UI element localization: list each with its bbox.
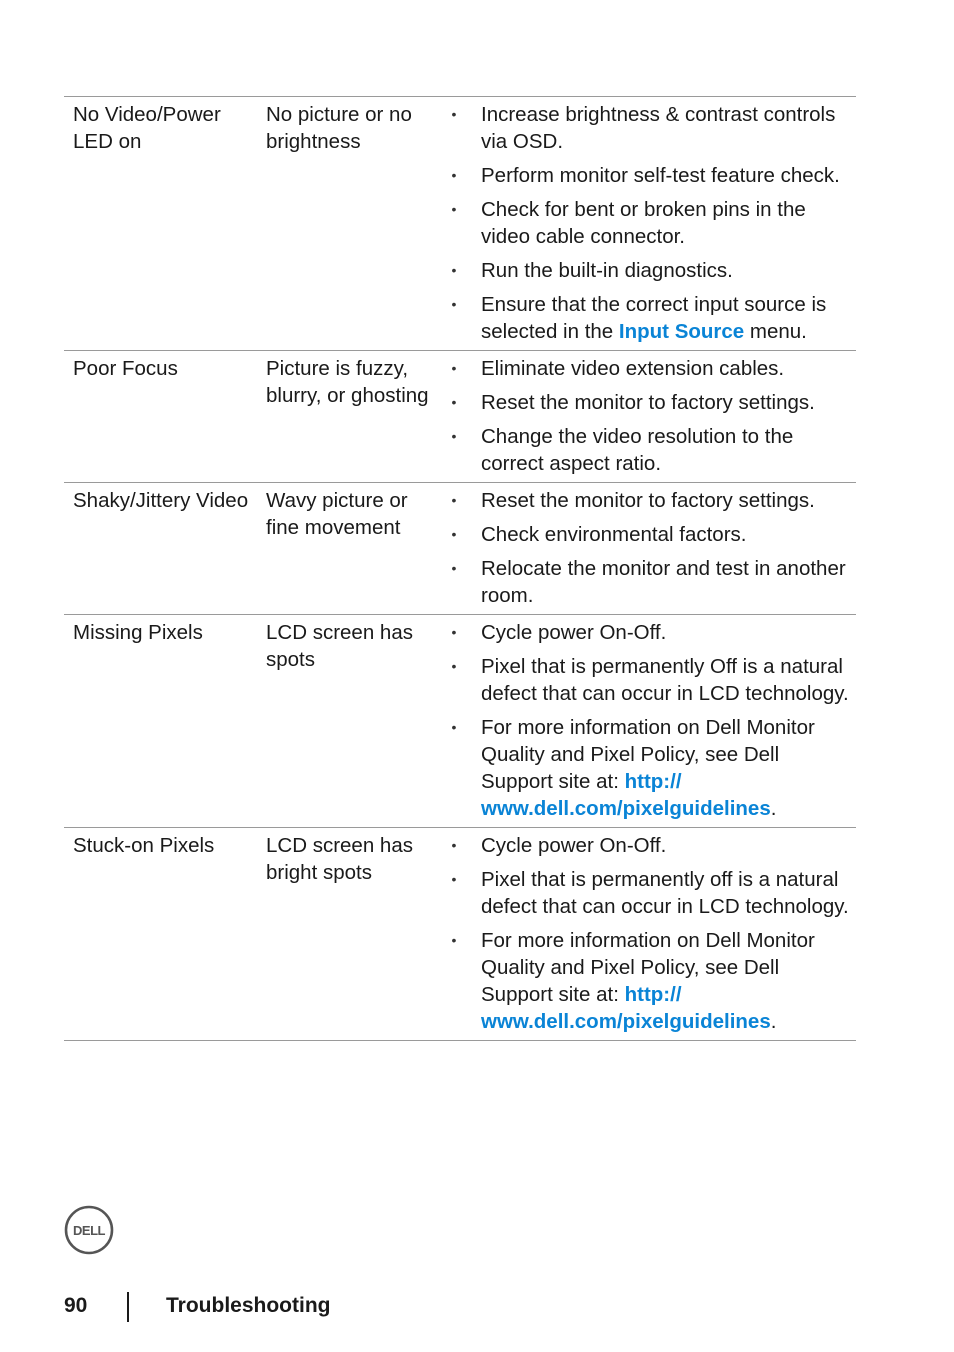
bullet-icon: •	[451, 932, 457, 948]
remedy-list	[451, 619, 852, 822]
remedy-text: Relocate the monitor and test in another room.	[481, 557, 846, 607]
remedy-item	[451, 257, 852, 284]
remedy-text: Ensure that the correct input source is selected in the	[481, 293, 827, 343]
bullet-icon: •	[451, 526, 457, 542]
remedy-text: Perform monitor self-test feature check.	[481, 164, 840, 187]
remedy-text: Change the video resolution to the correct aspect ratio.	[481, 425, 794, 475]
remedy-text: For more information on Dell Monitor Quality and Pixel Policy, see Dell Support site at:	[481, 929, 815, 1006]
remedy-item	[451, 389, 852, 416]
remedy-list	[451, 101, 852, 345]
table-row	[64, 615, 856, 828]
remedy-text: .	[770, 1010, 777, 1033]
remedies-cell	[451, 483, 856, 615]
remedy-item	[451, 487, 852, 514]
remedy-text: Pixel that is permanently off is a natural defect that can occur in LCD technology.	[481, 868, 849, 918]
remedy-text: Increase brightness & contrast controls via OSD.	[481, 103, 836, 153]
remedies-cell	[451, 351, 856, 483]
bullet-icon: •	[451, 428, 457, 444]
remedy-item	[451, 555, 852, 609]
bullet-icon: •	[451, 394, 457, 410]
remedy-item	[451, 162, 852, 189]
remedies-cell	[451, 615, 856, 828]
problem-cell: Missing Pixels	[73, 621, 203, 644]
table-row	[64, 828, 856, 1041]
pixel-guidelines-link[interactable]: http:// www.dell.com/pixelguidelines	[481, 770, 771, 820]
remedy-text: Cycle power On-Off.	[481, 621, 667, 644]
remedy-text: Check for bent or broken pins in the video cable connector.	[481, 198, 806, 248]
remedy-item	[451, 832, 852, 859]
remedy-text: menu.	[744, 320, 807, 343]
remedies-cell	[451, 828, 856, 1041]
remedy-item	[451, 866, 852, 920]
remedy-text: .	[770, 797, 777, 820]
remedy-list	[451, 355, 852, 477]
remedy-text: Run the built-in diagnostics.	[481, 259, 733, 282]
bullet-icon: •	[451, 837, 457, 853]
symptom-cell: LCD screen has bright spots	[266, 834, 413, 884]
bullet-icon: •	[451, 871, 457, 887]
svg-text:DELL: DELL	[73, 1223, 105, 1238]
remedy-list	[451, 832, 852, 1035]
symptom-cell: No picture or no brightness	[266, 103, 412, 153]
bullet-icon: •	[451, 106, 457, 122]
bullet-icon: •	[451, 360, 457, 376]
remedy-text: Reset the monitor to factory settings.	[481, 391, 815, 414]
problem-cell: Poor Focus	[73, 357, 178, 380]
remedy-item	[451, 619, 852, 646]
bullet-icon: •	[451, 560, 457, 576]
remedy-text: Eliminate video extension cables.	[481, 357, 785, 380]
input-source-menu-ref: Input Source	[618, 320, 745, 343]
symptom-cell: LCD screen has spots	[266, 621, 413, 671]
remedy-item	[451, 355, 852, 382]
remedy-item	[451, 714, 852, 822]
remedy-item	[451, 423, 852, 477]
remedy-item	[451, 521, 852, 548]
remedy-text: For more information on Dell Monitor Quality and Pixel Policy, see Dell Support site at:	[481, 716, 815, 793]
troubleshooting-table	[64, 96, 856, 1041]
remedy-text: Pixel that is permanently Off is a natural defect that can occur in LCD technology.	[481, 655, 849, 705]
problem-cell: No Video/Power LED on	[73, 103, 221, 153]
remedy-text: Check environmental factors.	[481, 523, 747, 546]
remedy-item	[451, 291, 852, 345]
table-row	[64, 97, 856, 351]
bullet-icon: •	[451, 167, 457, 183]
symptom-cell: Wavy picture or fine movement	[266, 489, 408, 539]
dell-logo	[64, 1205, 114, 1255]
bullet-icon: •	[451, 492, 457, 508]
remedy-item	[451, 927, 852, 1035]
problem-cell: Stuck-on Pixels	[73, 834, 215, 857]
table-body	[64, 97, 856, 1041]
remedy-list	[451, 487, 852, 609]
problem-cell: Shaky/Jittery Video	[73, 489, 249, 512]
symptom-cell: Picture is fuzzy, blurry, or ghosting	[266, 357, 429, 407]
remedies-cell	[451, 97, 856, 351]
remedy-text: Cycle power On-Off.	[481, 834, 667, 857]
remedy-text: Reset the monitor to factory settings.	[481, 489, 815, 512]
bullet-icon: •	[451, 201, 457, 217]
page-number: 90	[64, 1294, 88, 1317]
remedy-item	[451, 101, 852, 155]
remedy-item	[451, 196, 852, 250]
bullet-icon: •	[451, 719, 457, 735]
remedy-item	[451, 653, 852, 707]
pixel-guidelines-link[interactable]: http:// www.dell.com/pixelguidelines	[481, 983, 771, 1033]
table-row	[64, 351, 856, 483]
section-title: Troubleshooting	[166, 1294, 331, 1317]
table-row	[64, 483, 856, 615]
bullet-icon: •	[451, 624, 457, 640]
bullet-icon: •	[451, 658, 457, 674]
bullet-icon: •	[451, 296, 457, 312]
bullet-icon: •	[451, 262, 457, 278]
footer-divider	[127, 1292, 129, 1322]
